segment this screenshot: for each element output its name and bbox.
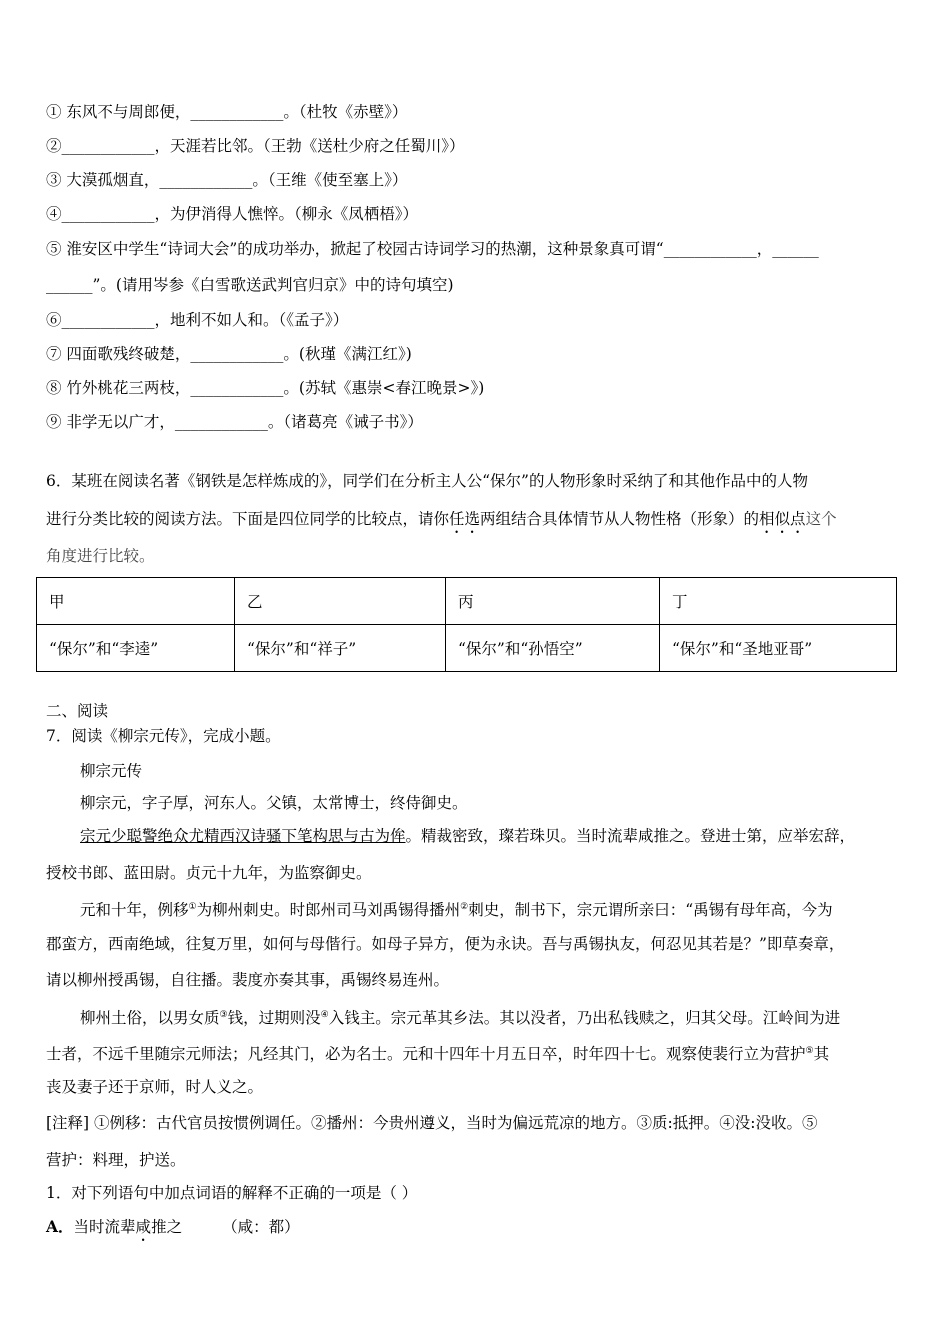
passage-p4-line2	[46, 1041, 829, 1064]
note-marker: ⑤	[805, 1046, 814, 1056]
sub-question-1: 1．对下列语句中加点词语的解释不正确的一项是（ ）	[46, 1184, 418, 1202]
q6-line-2-b: 两组结合具体情节从人物性格（形象）的	[480, 510, 760, 528]
poem-line-9: ⑨ 非学无以广才，____________。（诸葛亮《诫子书》）	[46, 413, 423, 431]
note-marker: ①	[188, 902, 197, 912]
q6-line-2-a: 进行分类比较的阅读方法。下面是四位同学的比较点，请你	[46, 510, 450, 528]
poem-line-7: ⑦ 四面歌残终破楚，____________。(秋瑾《满江红》)	[46, 345, 412, 363]
passage-text: 刺史，制书下，宗元谓所亲曰：“禹锡有母年高，今为	[468, 901, 833, 920]
passage-p3	[80, 897, 833, 920]
table-header-cell: 甲	[37, 578, 235, 625]
passage-text: 入钱主。宗元革其乡法。其以没者，乃出私钱赎之，归其父母。江岭间为进	[328, 1009, 841, 1028]
option-a-gloss: （咸：都）	[222, 1218, 300, 1236]
comparison-table	[36, 577, 897, 672]
poem-line-4: ④____________，为伊消得人憔悴。（柳永《凤栖梧》）	[46, 205, 419, 223]
table-cell: “保尔”和“孙悟空”	[446, 625, 660, 672]
table-header-cell: 乙	[235, 578, 446, 625]
passage-text: 为柳州刺史。时郎州司马刘禹锡得播州	[196, 901, 461, 920]
poem-line-5: ⑤ 淮安区中学生“诗词大会”的成功举办，掀起了校园古诗词学习的热潮，这种景象真可谓“____________，______	[46, 240, 819, 258]
poem-line-2: ②____________，天涯若比邻。（王勃《送杜少府之任蜀川》）	[46, 137, 465, 155]
underlined-sentence: 宗元少聪警绝众尤精西汉诗骚下笔构思与古为侔	[80, 827, 406, 845]
table-cell: “保尔”和“李逵”	[37, 625, 235, 672]
passage-text: 钱，过期则没	[227, 1009, 321, 1028]
note-marker: ④	[320, 1010, 329, 1020]
q6-line-1: 6．某班在阅读名著《钢铁是怎样炼成的》，同学们在分析主人公“保尔”的人物形象时采纳了和其他作品中的人物	[46, 472, 808, 490]
table-cell: “保尔”和“祥子”	[235, 625, 446, 672]
notes-line-1: [注释] ①例移：古代官员按惯例调任。②播州：今贵州遵义，当时为偏远荒凉的地方。③质:抵押。④没:没收。⑤	[46, 1114, 818, 1132]
notes-line-2: 营护：料理，护送。	[46, 1151, 186, 1169]
section-title: 二、阅读	[46, 702, 109, 720]
option-a-emphasis: 咸	[135, 1218, 152, 1236]
q6-line-2	[46, 509, 837, 537]
option-a-label: A．	[46, 1217, 74, 1236]
passage-p2-rest: 。精裁密致，璨若珠贝。当时流辈咸推之。登进士第，应举宏辞，	[405, 827, 856, 845]
poem-line-5-cont: ______”。(请用岑参《白雪歌送武判官归京》中的诗句填空)	[46, 276, 454, 294]
passage-p4	[80, 1005, 840, 1028]
note-marker: ②	[460, 902, 469, 912]
option-a	[46, 1217, 300, 1245]
q6-line-3: 角度进行比较。	[46, 547, 155, 565]
table-cell: “保尔”和“圣地亚哥”	[660, 625, 897, 672]
q6-emphasis-2: 相似点	[759, 510, 806, 528]
q7-prompt: 7．阅读《柳宗元传》，完成小题。	[46, 727, 281, 745]
option-a-text: 当时流辈	[73, 1218, 136, 1236]
table-header-row	[37, 578, 897, 625]
passage-text: 元和十年，例移	[80, 901, 189, 920]
passage-text: 柳州土俗，以男女质	[80, 1009, 220, 1028]
table-header-cell: 丁	[660, 578, 897, 625]
passage-title: 柳宗元传	[80, 762, 143, 780]
passage-p1: 柳宗元，字子厚，河东人。父镇，太常博士，终侍御史。	[80, 794, 468, 812]
passage-p3-line2: 郡蛮方，西南绝域，往复万里，如何与母偕行。如母子异方，便为永诀。吾与禹锡执友，何忍见其若是？”即草奏章，	[46, 935, 845, 953]
passage-p4-line3: 丧及妻子还于京师，时人义之。	[46, 1078, 264, 1096]
passage-text: 其	[813, 1045, 830, 1064]
q6-emphasis-1: 任选	[449, 510, 481, 528]
passage-p2	[80, 826, 855, 846]
note-marker: ③	[219, 1010, 228, 1020]
passage-text: 士者，不远千里随宗元师法；凡经其门，必为名士。元和十四年十月五日卒，时年四十七。观察使裴行立为营护	[46, 1045, 806, 1064]
passage-p3-line3: 请以柳州授禹锡，自往播。裴度亦奏其事，禹锡终易连州。	[46, 971, 450, 989]
q6-line-2-c: 这个	[805, 510, 837, 528]
poem-line-6: ⑥____________，地利不如人和。（《孟子》）	[46, 311, 349, 329]
poem-line-8: ⑧ 竹外桃花三两枝，____________。(苏轼《惠崇<春江晚景>》)	[46, 379, 485, 397]
table-header-cell: 丙	[446, 578, 660, 625]
passage-p2-line2: 授校书郎、蓝田尉。贞元十九年，为监察御史。	[46, 864, 372, 882]
poem-line-1: ① 东风不与周郎便，____________。（杜牧《赤壁》）	[46, 103, 408, 121]
poem-line-3: ③ 大漠孤烟直，____________。（王维《使至塞上》）	[46, 171, 408, 189]
table-row	[37, 625, 897, 672]
option-a-text-post: 推之	[151, 1218, 183, 1236]
